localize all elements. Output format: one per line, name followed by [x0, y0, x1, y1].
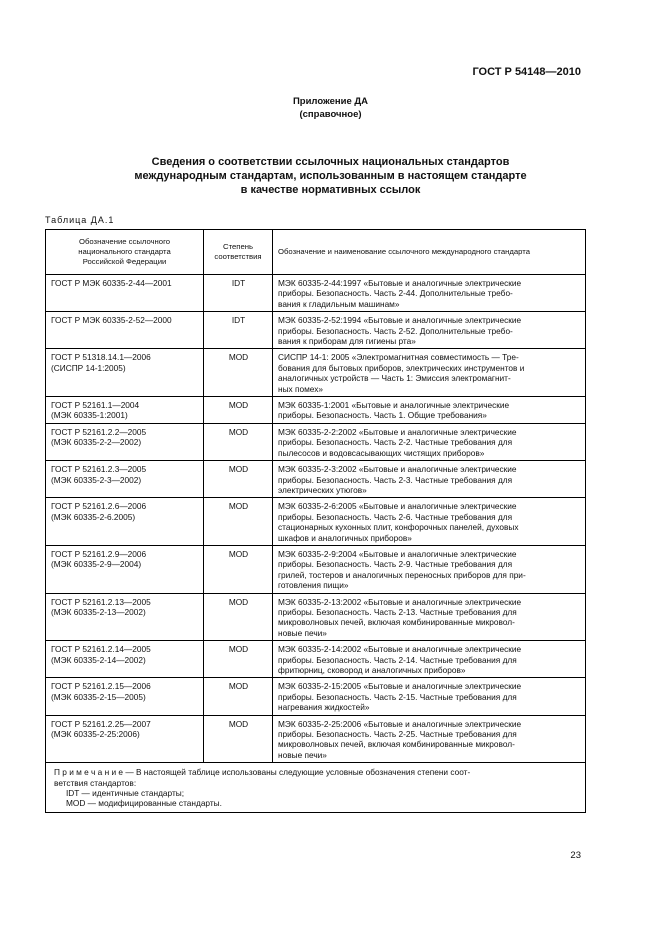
national-standard-line: ГОСТ Р 52161.2.9—2006 — [51, 548, 147, 559]
national-standard-line: ГОСТ Р 52161.2.6—2006 — [51, 501, 147, 512]
international-standard-line: МЭК 60335-2-15:2005 «Бытовые и аналогичные электрические — [278, 681, 522, 692]
international-standard-line: приборы. Безопасность. Часть 1. Общие требования» — [278, 410, 487, 421]
table-row — [46, 461, 586, 498]
table-row — [46, 397, 586, 424]
international-standard-line: приборы. Безопасность. Часть 2-15. Частные требования для — [278, 691, 517, 702]
international-standard-line: готовления пищи» — [278, 580, 349, 591]
international-standard-cell — [273, 349, 586, 397]
international-standard-line: грилей, тостеров и аналогичных переносных приборов для при- — [278, 569, 526, 580]
appendix-subtitle: (справочное) — [299, 109, 362, 120]
national-standard-line: (МЭК 60335-2-6.2005) — [51, 511, 136, 522]
international-standard-line: вания к гладильным машинам» — [278, 298, 400, 309]
international-standard-line: приборы. Безопасность. Часть 2-3. Частные требования для — [278, 474, 513, 485]
international-standard-line: новые печи» — [278, 749, 327, 760]
degree-cell: MOD — [204, 498, 273, 546]
international-standard-line: нагревания жидкостей» — [278, 702, 370, 713]
note-line: П р и м е ч а н и е — В настоящей таблице использованы следующие условные обозначения степени соот- — [54, 767, 471, 778]
national-standard-cell — [46, 397, 204, 424]
international-standard-cell — [273, 461, 586, 498]
international-standard-line: приборы. Безопасность. Часть 2-14. Частные требования для — [278, 654, 517, 665]
degree-cell: MOD — [204, 641, 273, 678]
national-standard-line: ГОСТ Р МЭК 60335-2-52—2000 — [51, 315, 172, 326]
national-standard-line: ГОСТ Р 52161.2.3—2005 — [51, 464, 147, 475]
national-standard-line: (МЭК 60335-2-14—2002) — [51, 654, 146, 665]
degree-cell: MOD — [204, 397, 273, 424]
international-standard-line: электрических утюгов» — [278, 484, 367, 495]
national-standard-line: ГОСТ Р 52161.2.25—2007 — [51, 718, 151, 729]
table-row — [46, 715, 586, 763]
degree-cell: MOD — [204, 423, 273, 460]
international-standard-line: МЭК 60335-2-2:2002 «Бытовые и аналогичные электрические — [278, 426, 517, 437]
table-row — [46, 545, 586, 593]
header-text: Обозначение ссылочного — [78, 237, 170, 246]
degree-cell: IDT — [204, 312, 273, 349]
table-row — [46, 498, 586, 546]
degree-cell: MOD — [204, 678, 273, 715]
international-standard-line: МЭК 60335-1:2001 «Бытовые и аналогичные электрические — [278, 400, 510, 411]
international-standard-line: новые печи» — [278, 627, 327, 638]
header-text: Степень — [223, 242, 253, 251]
table-row — [46, 312, 586, 349]
international-standard-line: стационарных кухонных плит, конфорочных панелей, духовых — [278, 522, 519, 533]
national-standard-line: (МЭК 60335-2-13—2002) — [51, 606, 146, 617]
international-standard-line: приборы. Безопасность. Часть 2-2. Частные требования для — [278, 437, 513, 448]
international-standard-line: вания к приборам для гигиены рта» — [278, 336, 416, 347]
international-standard-line: МЭК 60335-2-25:2006 «Бытовые и аналогичные электрические — [278, 718, 522, 729]
table-label: Таблица ДА.1 — [45, 215, 115, 225]
standards-table — [45, 229, 586, 813]
main-title-line: международным стандартам, использованным в настоящем стандарте — [134, 170, 527, 182]
national-standard-cell — [46, 461, 204, 498]
main-title-line: Сведения о соответствии ссылочных национальных стандартов — [151, 156, 510, 168]
table-row — [46, 423, 586, 460]
international-standard-line: приборы. Безопасность. Часть 2-25. Частные требования для — [278, 729, 517, 740]
header-degree — [204, 230, 273, 275]
national-standard-line: ГОСТ Р 52161.2.15—2006 — [51, 681, 151, 692]
degree-cell: MOD — [204, 349, 273, 397]
international-standard-line: приборы. Безопасность. Часть 2-44. Дополнительные требо- — [278, 288, 513, 299]
international-standard-line: МЭК 60335-2-6:2005 «Бытовые и аналогичные электрические — [278, 501, 517, 512]
national-standard-line: (МЭК 60335-2-2—2002) — [51, 437, 142, 448]
international-standard-line: приборы. Безопасность. Часть 2-6. Частные требования для — [278, 511, 513, 522]
national-standard-line: ГОСТ Р МЭК 60335-2-44—2001 — [51, 278, 172, 288]
national-standard-line: (СИСПР 14-1:2005) — [51, 362, 126, 373]
national-standard-line: ГОСТ Р 52161.2.13—2005 — [51, 596, 151, 607]
document-code: ГОСТ Р 54148—2010 — [472, 66, 581, 78]
page-number: 23 — [570, 850, 581, 861]
header-text: национального стандарта — [78, 247, 171, 256]
international-standard-cell — [273, 498, 586, 546]
international-standard-line: МЭК 60335-2-3:2002 «Бытовые и аналогичные электрические — [278, 464, 517, 475]
note-line: MOD — модифицированные стандарты. — [66, 798, 222, 809]
international-standard-line: фритюрниц, сковород и аналогичных приборов» — [278, 665, 466, 675]
international-standard-line: МЭК 60335-2-9:2004 «Бытовые и аналогичные электрические — [278, 548, 517, 559]
table-note-row — [46, 763, 586, 813]
main-title — [0, 155, 661, 197]
note-line: IDT — идентичные стандарты; — [66, 788, 185, 799]
national-standard-cell — [46, 498, 204, 546]
national-standard-cell — [46, 715, 204, 763]
degree-cell: IDT — [204, 275, 273, 312]
international-standard-line: СИСПР 14-1: 2005 «Электромагнитная совместимость — Тре- — [278, 352, 519, 363]
national-standard-cell — [46, 545, 204, 593]
international-standard-line: приборы. Безопасность. Часть 2-52. Дополнительные требо- — [278, 325, 513, 336]
national-standard-cell — [46, 275, 204, 312]
header-text: Российской Федерации — [82, 257, 167, 266]
table-row — [46, 593, 586, 641]
national-standard-line: (МЭК 60335-1:2001) — [51, 410, 128, 421]
international-standard-cell — [273, 275, 586, 312]
degree-cell: MOD — [204, 461, 273, 498]
table-header-row — [46, 230, 586, 275]
international-standard-line: шкафов и аналогичных приборов» — [278, 532, 412, 543]
national-standard-line: ГОСТ Р 52161.1—2004 — [51, 400, 140, 411]
international-standard-cell — [273, 678, 586, 715]
header-national-standard — [46, 230, 204, 275]
main-title-line: в качестве нормативных ссылок — [240, 184, 421, 196]
international-standard-cell — [273, 545, 586, 593]
table-row — [46, 678, 586, 715]
appendix-title: Приложение ДА — [292, 96, 369, 107]
national-standard-cell — [46, 678, 204, 715]
international-standard-line: пылесосов и водовсасывающих чистящих приборов» — [278, 447, 485, 458]
international-standard-line: ных помех» — [278, 383, 324, 394]
national-standard-cell — [46, 593, 204, 641]
table-row — [46, 349, 586, 397]
international-standard-line: МЭК 60335-2-13:2002 «Бытовые и аналогичные электрические — [278, 596, 522, 607]
international-standard-line: приборы. Безопасность. Часть 2-13. Частные требования для — [278, 606, 517, 617]
national-standard-cell — [46, 641, 204, 678]
international-standard-line: МЭК 60335-2-14:2002 «Бытовые и аналогичные электрические — [278, 644, 522, 655]
international-standard-line: МЭК 60335-2-52:1994 «Бытовые и аналогичные электрические — [278, 315, 522, 326]
degree-cell: MOD — [204, 545, 273, 593]
table-row — [46, 641, 586, 678]
national-standard-line: (МЭК 60335-2-3—2002) — [51, 474, 142, 485]
international-standard-line: микроволновых печей, включая комбинированные микровол- — [278, 617, 515, 628]
national-standard-line: (МЭК 60335-2-25:2006) — [51, 729, 140, 740]
national-standard-line: (МЭК 60335-2-15—2005) — [51, 691, 146, 702]
international-standard-cell — [273, 715, 586, 763]
table-note — [46, 763, 586, 813]
table-row — [46, 275, 586, 312]
international-standard-line: приборы. Безопасность. Часть 2-9. Частные требования для — [278, 559, 513, 570]
international-standard-line: МЭК 60335-2-44:1997 «Бытовые и аналогичные электрические — [278, 278, 522, 288]
international-standard-cell — [273, 423, 586, 460]
international-standard-line: бования для бытовых приборов, электрических инструментов и — [278, 362, 525, 373]
national-standard-cell — [46, 312, 204, 349]
national-standard-line: ГОСТ Р 51318.14.1—2006 — [51, 352, 151, 363]
national-standard-line: ГОСТ Р 52161.2.2—2005 — [51, 426, 147, 437]
international-standard-cell — [273, 641, 586, 678]
degree-cell: MOD — [204, 715, 273, 763]
note-line: ветствия стандартов: — [54, 777, 137, 788]
degree-cell: MOD — [204, 593, 273, 641]
header-text: соответствия — [214, 252, 262, 261]
header-international-standard: Обозначение и наименование ссылочного международного стандарта — [273, 230, 586, 275]
national-standard-line: (МЭК 60335-2-9—2004) — [51, 559, 142, 570]
national-standard-cell — [46, 423, 204, 460]
national-standard-line: ГОСТ Р 52161.2.14—2005 — [51, 644, 151, 655]
appendix-heading — [0, 95, 661, 121]
international-standard-cell — [273, 312, 586, 349]
international-standard-cell — [273, 593, 586, 641]
international-standard-line: аналогичных устройств — Часть 1: Эмиссия электромагнит- — [278, 373, 511, 384]
national-standard-cell — [46, 349, 204, 397]
international-standard-line: микроволновых печей, включая комбинированные микровол- — [278, 739, 515, 750]
international-standard-cell — [273, 397, 586, 424]
